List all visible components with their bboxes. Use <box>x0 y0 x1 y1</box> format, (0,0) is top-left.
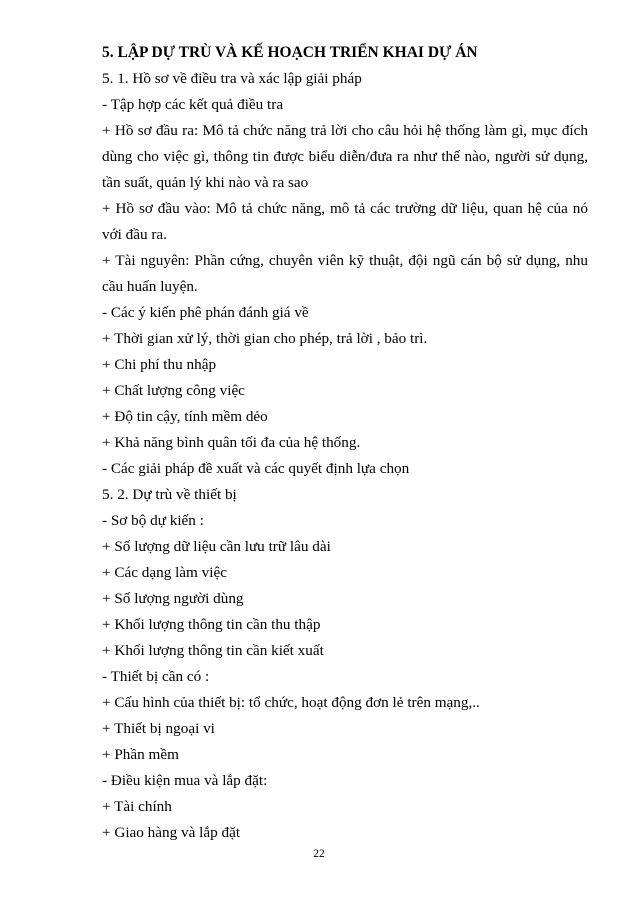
list-item: - Các ý kiến phê phán đánh giá về <box>102 304 309 321</box>
paragraph-input-profile: + Hồ sơ đầu vào: Mô tả chức năng, mô tả các trường dữ liệu, quan hệ của nó với đầu ra. <box>102 200 588 243</box>
subsection-5-1-title: 5. 1. Hồ sơ về điều tra và xác lập giải pháp <box>102 70 362 87</box>
paragraph-output-profile: + Hồ sơ đầu ra: Mô tả chức năng trả lời cho câu hỏi hệ thống làm gì, mục đích dùng cho việc gì, thông tin được biểu diễn/đưa ra như thế nào, người sử dụng, tần suất, quản lý khi nào và ra sao <box>102 122 588 191</box>
list-item: + Chất lượng công việc <box>102 382 245 399</box>
list-item: + Giao hàng và lắp đặt <box>102 824 241 841</box>
section-title: 5. LẬP DỰ TRÙ VÀ KẾ HOẠCH TRIỂN KHAI DỰ ÁN <box>102 44 478 61</box>
subsection-5-2-title: 5. 2. Dự trù về thiết bị <box>102 486 237 503</box>
paragraph-resources: + Tài nguyên: Phần cứng, chuyên viên kỹ thuật, đội ngũ cán bộ sử dụng, nhu cầu huấn luyện. <box>102 252 588 295</box>
list-item: + Phần mềm <box>102 746 179 763</box>
list-item: + Số lượng người dùng <box>102 590 244 607</box>
list-item: + Thời gian xử lý, thời gian cho phép, trả lời , bảo trì. <box>102 330 428 347</box>
list-item: - Thiết bị cần có : <box>102 668 210 685</box>
list-item: + Tài chính <box>102 798 172 815</box>
list-item: + Khối lượng thông tin cần thu thập <box>102 616 321 633</box>
list-item: - Các giải pháp đề xuất và các quyết định lựa chọn <box>102 460 410 477</box>
list-item: + Số lượng dữ liệu cần lưu trữ lâu dài <box>102 538 331 555</box>
list-item: - Điều kiện mua và lắp đặt: <box>102 772 268 789</box>
page-content <box>102 40 588 846</box>
list-item: + Khối lượng thông tin cần kiết xuất <box>102 642 324 659</box>
list-item: + Thiết bị ngoại vi <box>102 720 215 737</box>
list-item: + Các dạng làm việc <box>102 564 227 581</box>
list-item: - Sơ bộ dự kiến : <box>102 512 204 529</box>
list-item: + Chi phí thu nhập <box>102 356 217 373</box>
list-item: + Độ tin cậy, tính mềm dẻo <box>102 408 268 425</box>
page-number: 22 <box>313 848 325 860</box>
list-item: + Khả năng bình quân tối đa của hệ thống. <box>102 434 361 451</box>
list-item: + Cấu hình của thiết bị: tổ chức, hoạt động đơn lẻ trên mạng,.. <box>102 694 480 711</box>
list-item: - Tập hợp các kết quả điều tra <box>102 96 284 113</box>
